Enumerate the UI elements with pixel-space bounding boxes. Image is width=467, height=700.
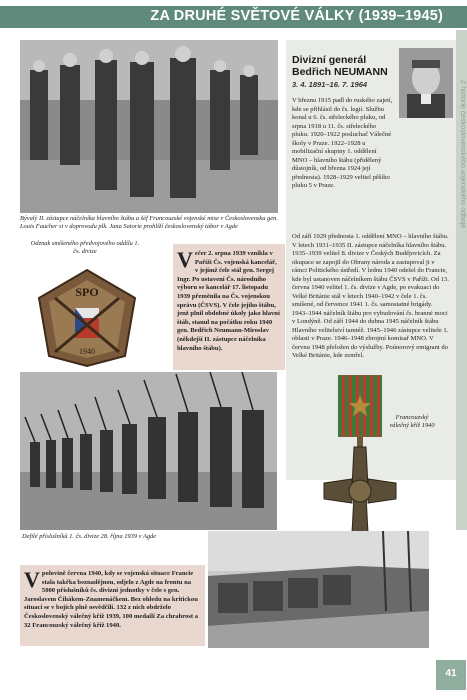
- caption-badge: Odznak smíšeného předvojového oddílu 1. čs. divize: [30, 240, 140, 255]
- croix-de-guerre-medal-image: [320, 375, 400, 535]
- text-box-2-content: [24, 567, 201, 630]
- division-badge-image: [35, 268, 140, 368]
- badge-letters: SPO: [75, 285, 99, 299]
- text-box-2-body: polovině června 1940, kdy se vojenská situace Francie stala takřka beznadějnou, odjelo z Agde na frontu na 5000 příslušníků čs. divizní jednotky v čele s gen. Jaroslavem Čihákem-Znamenáčkem. Bez ohledu na kritickou situaci se v bojích plně osvědčili. 132 z nich obdrželo Československý válečný kříž 1939, 100 medailí Za chrabrost a 32 Francouzský válečný kříž 1940.: [24, 570, 199, 629]
- caption-photo-1: Bývalý II. zástupce náčelníka hlavního štábu a šéf Francouzské vojenské mise v Československu gen. Louis Faucher si v doprovodu plk. Jana Satorie prohlíží československý tábor v Agde: [20, 215, 278, 230]
- photo-train-evacuation: [208, 531, 429, 648]
- dropcap-2: V: [24, 567, 40, 592]
- dropcap-1: V: [177, 247, 193, 272]
- badge-year: 1940: [79, 347, 95, 356]
- biography-text-1: V březnu 1915 padl do ruského zajetí, kde se přihlásil do čs. legií. Službu konal u 6. čs. střeleckého pluku, od srpna 1918 u 11. čs. střeleckého pluku. 1920–1922 posluchač Válečné školy v Praze. 1922–1928 u mobilizační skupiny 1. oddělení MNO – hlavního štábu (přidělený důstojník, od března 1924 její přednosta). 1928–1929 velitel pěšího pluku 5 v Praze.: [292, 97, 393, 189]
- caption-medal: Francouzský válečný kříž 1940: [389, 414, 435, 429]
- biography-text-2: Od září 1929 přednosta 1. oddělení MNO – hlavního štábu. V letech 1931–1935 II. zástupce náčelníka hlavního štábu. 1935–1939 velitel 8. divize v Českých Budějovicích. Za okupace se zapojil do Obrany národa a zastupoval ji v rámci Politického ústředí. V lednu 1940 odešel do Francie, kde byl ustanoven náčelníkem štábu ČSVS v Paříži. Od 13. června 1940 velitel 1. čs. divize v Agde, po evakuaci do Velké Británie stál v letech 1940–1942 v čele 1. čs. smíšené, od července 1941 1. čs. samostatné brigády. 1943–1944 náčelník štábu pro vybudování čs. branné moci v Londýně. Od září 1944 do dubna 1945 náčelník štábu Hlavního velitelství tamtéž. 1945–1946 zástupce velitele 1. oblasti v Praze. 1946–1948 zbrojmí komisař MNO. V červnu 1948 přeložen do výslužby. Poúnorový emigrant do Velké Británie, kde zemřel.: [292, 233, 449, 359]
- caption-photo-3: Defilé příslušníků 1. čs. divize 28. října 1939 v Agde: [22, 533, 157, 540]
- photo-parade-agde: [20, 372, 277, 530]
- page-title: ZA DRUHÉ SVĚTOVÉ VÁLKY (1939–1945): [150, 8, 443, 24]
- text-box-1-body: ečer 2. srpna 1939 vznikla v Paříži Čs. vojenská kancelář, v jejímž čele stál gen. Sergej Ingr. Po ustavení Čs. národního výboru se kancelář 17. listopadu 1939 přeměnila na Čs. vojenskou správu (ČSVS). V čele jejího štábu, jenž plnil obdobné úkoly jako hlavní štáb, stanul na počátku roku 1940 gen. Bedřich Neumann-Miroslav (někdejší II. zástupce náčelníka hlavního štábu).: [177, 250, 280, 352]
- page-number: 41: [445, 668, 457, 679]
- general-dates: 3. 4. 1891–16. 7. 1964: [292, 80, 368, 89]
- side-margin-label: Z historie československého vojenského odboje: [459, 80, 466, 229]
- general-name: Divizní generál Bedřich NEUMANN: [292, 54, 388, 78]
- general-portrait-photo: [399, 48, 453, 118]
- photo-generals-agde: [20, 40, 278, 213]
- text-box-1-content: [177, 247, 281, 353]
